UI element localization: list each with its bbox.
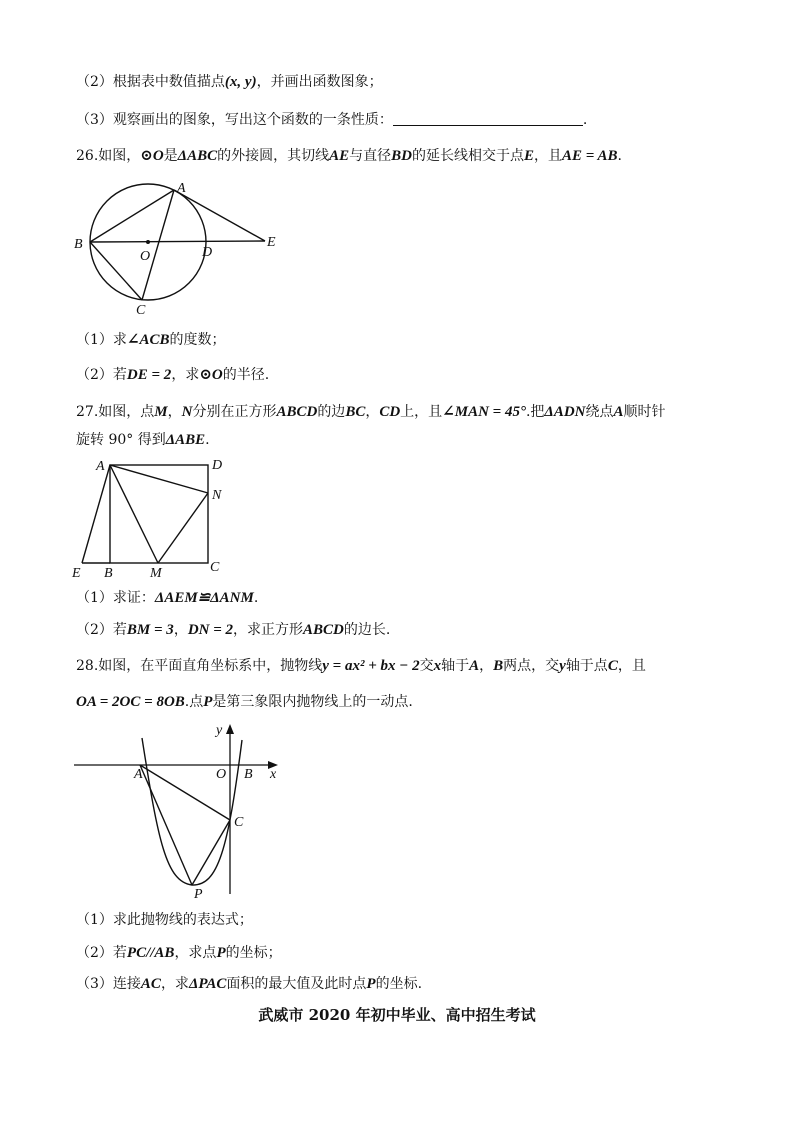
q27-part2: （2）若BM = 3，DN = 2，求正方形ABCD的边长. — [76, 622, 391, 638]
label-D: D — [202, 245, 213, 260]
q27-stem-line1: 27.如图，点M，N分别在正方形ABCD的边BC，CD上，且∠MAN = 45°.把ΔADN绕点A顺时针 — [76, 404, 666, 420]
q26-part1: （1）求∠ACB的度数； — [76, 332, 226, 348]
label-O: O — [216, 767, 227, 782]
q27-figure — [66, 455, 236, 580]
segment-mn — [158, 493, 208, 563]
q28-stem-line1: 28.如图，在平面直角坐标系中，抛物线y = ax² + bx − 2交x轴于A，B两点，交y轴于点C，且 — [76, 658, 646, 674]
label-M: M — [150, 566, 162, 581]
label-A: A — [134, 767, 143, 782]
y-axis-arrow — [226, 724, 234, 734]
label-B: B — [244, 767, 253, 782]
label-E: E — [72, 566, 81, 581]
q27-stem-line2: 旋转 90° 得到ΔABE. — [76, 432, 210, 448]
footer-title: 武威市 2020 年初中毕业、高中招生考试 — [258, 1006, 536, 1024]
q26-stem: 26.如图，⊙O是ΔABC的外接圆，其切线AE与直径BD的延长线相交于点E，且AE = AB. — [76, 148, 622, 164]
answer-blank[interactable] — [393, 111, 583, 126]
label-C: C — [234, 815, 244, 830]
label-B: B — [104, 566, 113, 581]
q28-figure — [70, 720, 290, 900]
label-C: C — [210, 560, 220, 575]
tangent-ae — [174, 190, 265, 241]
parabola — [142, 738, 242, 885]
label-A: A — [177, 181, 186, 196]
q26-part2: （2）若DE = 2，求⊙O的半径. — [76, 367, 270, 383]
label-C: C — [136, 303, 146, 318]
q26-figure — [60, 170, 300, 320]
segment-ae — [82, 465, 110, 563]
segment-an — [110, 465, 208, 493]
label-O: O — [140, 249, 151, 264]
label-y: y — [216, 723, 223, 738]
center-point — [146, 240, 150, 244]
label-A: A — [96, 459, 105, 474]
q28-part3: （3）连接AC，求ΔPAC面积的最大值及此时点P的坐标. — [76, 976, 423, 992]
q27-part1: （1）求证：ΔAEM≌ΔANM. — [76, 590, 259, 606]
label-N: N — [212, 488, 222, 503]
diameter-bd-extended — [90, 241, 265, 242]
q25-part2: （2）根据表中数值描点(x, y)，并画出函数图象； — [76, 74, 383, 90]
q28-part2: （2）若PC//AB，求点P的坐标； — [76, 945, 282, 961]
segment-am — [110, 465, 158, 563]
q28-part1: （1）求此抛物线的表达式； — [76, 912, 253, 928]
label-D: D — [212, 458, 223, 473]
q25-part3: （3）观察画出的图象，写出这个函数的一条性质： . — [76, 112, 588, 128]
label-P: P — [194, 887, 203, 902]
label-x: x — [270, 767, 277, 782]
segment-ap — [140, 765, 192, 885]
label-B: B — [74, 237, 83, 252]
q28-stem-line2: OA = 2OC = 8OB.点P是第三象限内抛物线上的一动点. — [76, 694, 413, 710]
label-E: E — [267, 235, 276, 250]
